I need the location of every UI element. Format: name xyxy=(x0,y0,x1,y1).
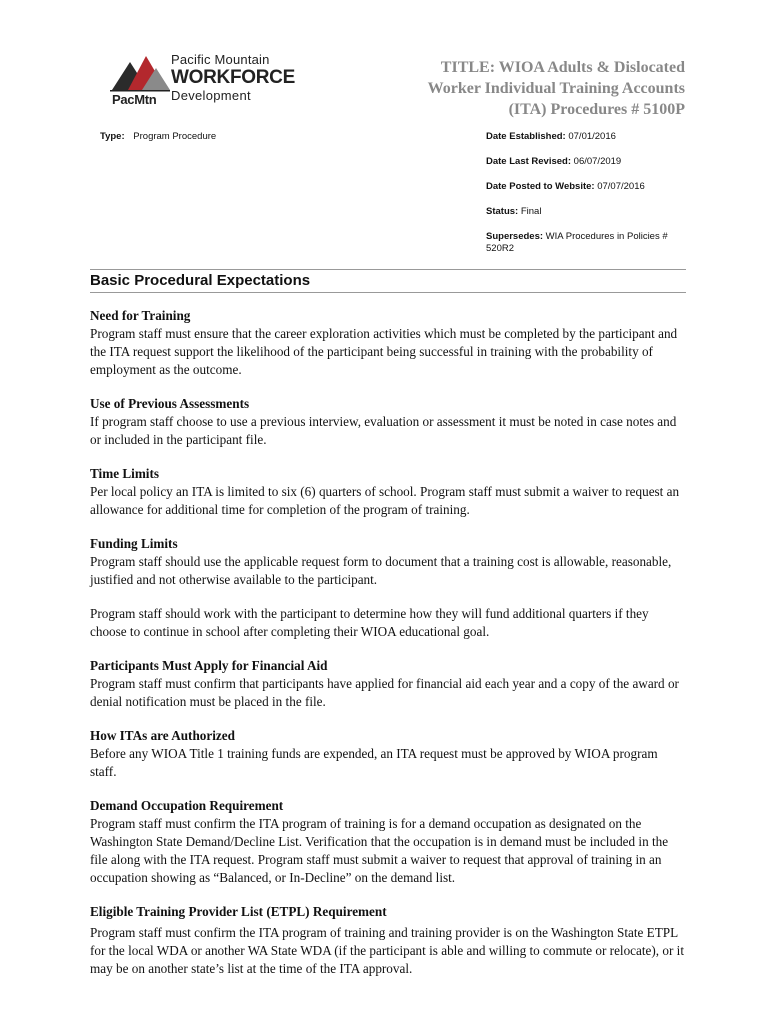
meta-supersedes xyxy=(486,231,686,255)
section-paragraph: Program staff must confirm the ITA program of training is for a demand occupation as designated on the Washington State Demand/Decline List. Verification that the occupation is in demand must be included in the file along with the ITA request. Program staff must submit a waiver to request that approval of training in an occupation showing as “Balanced, or In-Decline” on the demand list. xyxy=(90,816,669,885)
posted-label: Date Posted to Website: xyxy=(486,181,595,192)
procedure-content xyxy=(90,307,686,994)
section-title: Demand Occupation Requirement xyxy=(90,798,284,813)
section-paragraph: Program staff must ensure that the career exploration activities which must be completed by the participant and the ITA request support the likelihood of the participant being successful in training with the probability of employment as the outcome. xyxy=(90,326,678,377)
section-paragraph: If program staff choose to use a previous interview, evaluation or assessment it must be noted in case notes and or included in the participant file. xyxy=(90,414,677,447)
section-paragraph: Program staff must confirm that participants have applied for financial aid each year and a copy of the award or denial notification must be placed in the file. xyxy=(90,676,679,709)
type-label: Type: xyxy=(100,131,125,142)
logo-wordmark xyxy=(171,52,295,104)
logo-line-3: Development xyxy=(171,88,251,103)
section-need-for-training xyxy=(90,307,686,379)
established-value: 07/01/2016 xyxy=(568,131,616,142)
logo-line-1: Pacific Mountain xyxy=(171,52,270,67)
meta-status xyxy=(486,206,686,218)
section-demand-occupation xyxy=(90,797,686,887)
meta-type xyxy=(100,131,216,142)
section-title: Time Limits xyxy=(90,466,159,481)
title-line-3: (ITA) Procedures # 5100P xyxy=(508,101,685,118)
logo-line-2: WORKFORCE xyxy=(171,67,295,88)
revised-value: 06/07/2019 xyxy=(573,156,622,167)
title-line-2: Worker Individual Training Accounts xyxy=(427,80,685,97)
section-etpl xyxy=(90,903,686,978)
supersedes-label: Supersedes: xyxy=(486,231,544,242)
section-heading: Basic Procedural Expectations xyxy=(90,269,686,293)
section-title: Funding Limits xyxy=(90,536,178,551)
section-title: Need for Training xyxy=(90,308,191,323)
supersedes-value: WIA Procedures in Policies # 520R2 xyxy=(486,231,668,254)
section-paragraph: Before any WIOA Title 1 training funds are expended, an ITA request must be approved by WIOA program staff. xyxy=(90,746,658,779)
section-funding-limits xyxy=(90,535,686,641)
section-title: Use of Previous Assessments xyxy=(90,396,250,411)
meta-revised xyxy=(486,156,686,168)
section-title: Eligible Training Provider List (ETPL) Requirement xyxy=(90,904,387,919)
established-label: Date Established: xyxy=(486,131,566,142)
section-time-limits xyxy=(90,465,686,519)
section-ita-authorized xyxy=(90,727,686,781)
type-value: Program Procedure xyxy=(133,131,217,142)
section-paragraph: Program staff must confirm the ITA program of training and training provider is on the Washington State ETPL for the local WDA or another WA State WDA (if the participant is able and willing to commute or relocate), or it may be on another state’s list at the time of the ITA approval. xyxy=(90,925,684,976)
posted-value: 07/07/2016 xyxy=(597,181,645,192)
section-financial-aid xyxy=(90,657,686,711)
meta-posted xyxy=(486,181,686,193)
title-line-1: TITLE: WIOA Adults & Dislocated xyxy=(440,59,685,76)
section-title: How ITAs are Authorized xyxy=(90,728,235,743)
section-paragraph: Per local policy an ITA is limited to six (6) quarters of school. Program staff must submit a waiver to request an allowance for additional time for completion of the program of training. xyxy=(90,484,680,517)
section-title: Participants Must Apply for Financial Aid xyxy=(90,658,328,673)
document-title xyxy=(385,57,685,120)
meta-established xyxy=(486,131,686,143)
section-previous-assessments xyxy=(90,395,686,449)
status-label: Status: xyxy=(486,206,519,217)
section-paragraph: Program staff should work with the participant to determine how they will fund additional quarters if they choose to continue in school after completing their WIOA educational goal. xyxy=(90,606,649,639)
status-value: Final xyxy=(520,206,542,217)
meta-dates xyxy=(486,131,686,268)
revised-label: Date Last Revised: xyxy=(486,156,572,167)
logo-abbr: PacMtn xyxy=(112,92,157,107)
section-paragraph: Program staff should use the applicable request form to document that a training cost is allowable, reasonable, justified and not otherwise available to the participant. xyxy=(90,554,672,587)
